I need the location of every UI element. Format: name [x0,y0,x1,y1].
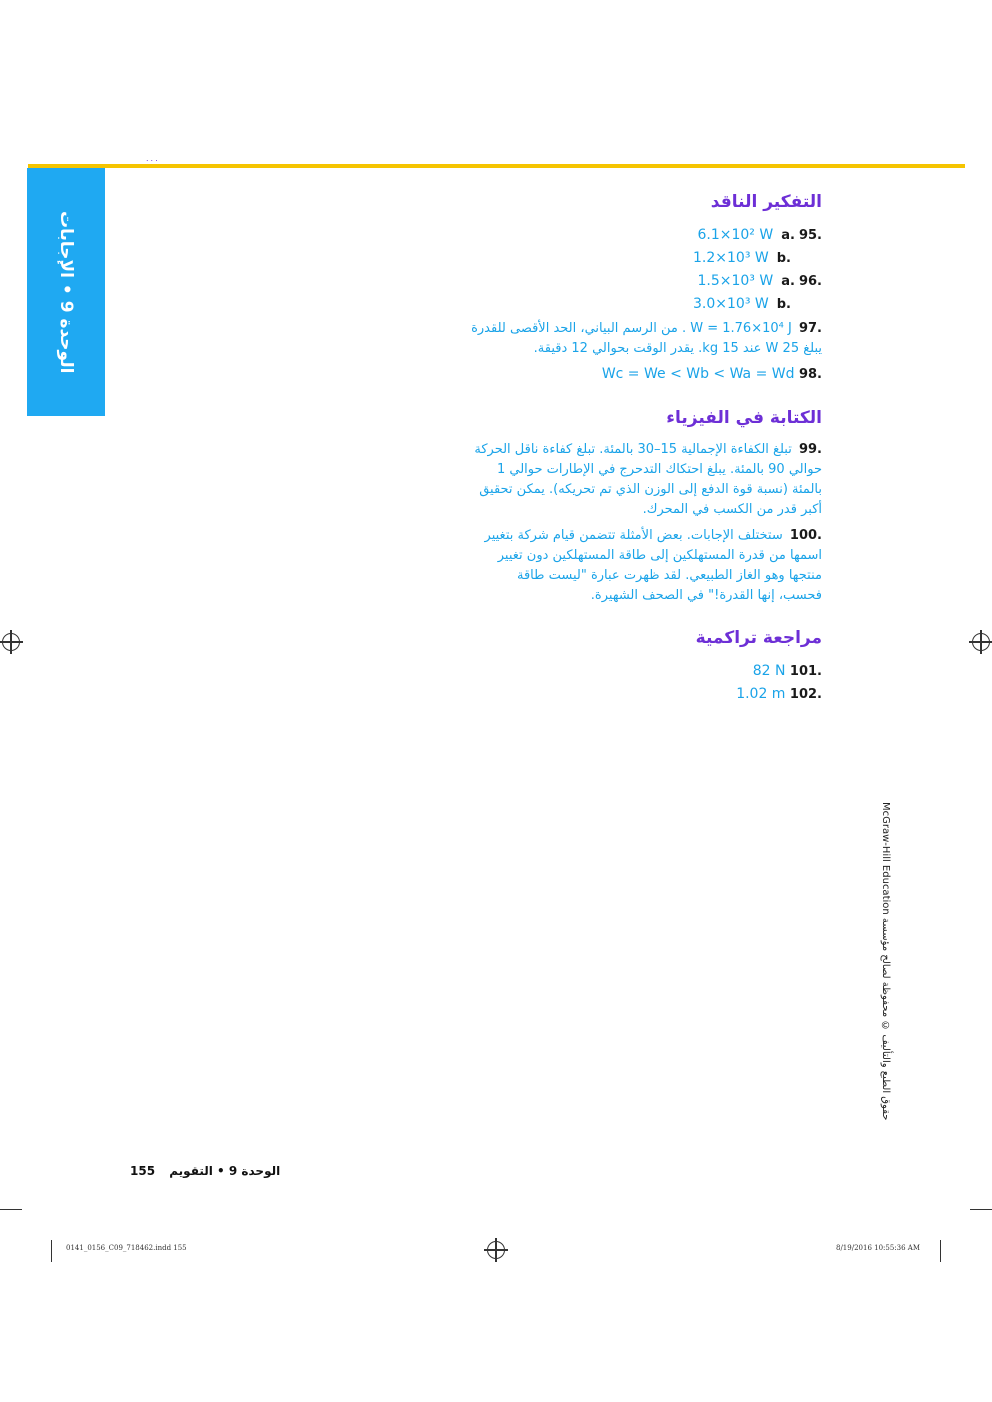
slug-file: 0141_0156_C09_718462.indd 155 [66,1244,187,1252]
item-value: Wc = We < Wb < Wa = Wd [601,366,795,382]
side-tab-label: الوحدة 9 • الإجابات [56,210,76,374]
answer-96b [470,293,822,316]
footer-label: الوحدة 9 • التقويم [169,1164,281,1178]
item-value: 1.5×10³ W [697,273,774,289]
item-value: 82 N [752,663,786,679]
answer-97 [470,319,822,359]
item-sub: .a [781,228,795,243]
item-value: 3.0×10³ W [693,296,769,312]
top-rule [28,164,965,168]
top-mark: ... [146,154,160,163]
item-text: ستختلف الإجابات. بعض الأمثلة تتضمن قيام شركة بتغيير اسمها من قدرة المستهلكين إلى طاقة المستهلكين دون تغيير منتجها وهو الغاز الطبيعي. لقد ظهرت عبارة "ليست طاقة فحسب، إنها القدرة!" في الصحف الشهيرة. [484,528,822,603]
answer-95b [470,247,822,270]
item-value: 1.2×10³ W [693,250,769,266]
item-number: .100 [789,528,822,543]
section-heading-critical-thinking: التفكير الناقد [710,192,822,212]
item-number: .98 [798,367,822,382]
answer-102 [470,683,822,706]
item-number: .99 [798,442,822,457]
item-sub: .b [776,251,791,266]
crop-mark [0,1209,22,1210]
answer-100 [470,526,822,606]
item-number: .96 [798,274,822,289]
item-number: .97 [798,321,822,336]
registration-mark-icon [487,1241,505,1259]
page-number: 155 [130,1164,156,1178]
answer-98 [470,363,822,386]
item-value: 6.1×10² W [697,227,774,243]
item-text: . من الرسم البياني، الحد الأقصى للقدرة يبلغ 25 W عند 15 kg. يقدر الوقت بحوالي 12 دقيقة. [471,321,822,356]
item-sub: .b [776,297,791,312]
crop-mark [51,1240,52,1262]
item-text: تبلغ الكفاءة الإجمالية 15–30 بالمئة. تبلغ كفاءة ناقل الحركة حوالي 90 بالمئة. يبلغ احتكاك التدحرج في الإطارات حوالي 1 بالمئة (نسبة قوة الدفع إلى الوزن الذي تم تحريكه). يمكن تحقيق أكبر قدر من الكسب في المحرك. [474,442,822,517]
slug-date: 8/19/2016 10:55:36 AM [836,1244,921,1252]
page-footer [130,1164,280,1178]
section-heading-writing-in-physics: الكتابة في الفيزياء [666,408,822,428]
item-value: 1.02 m [736,686,786,702]
registration-mark-icon [972,633,990,651]
answer-101 [470,660,822,683]
copyright-notice: حقوق الطبع والتأليف © محفوظة لصالح مؤسسة McGraw-Hill Education [880,801,891,1120]
item-number: .101 [789,664,822,679]
section-heading-cumulative-review: مراجعة تراكمية [695,628,822,648]
crop-mark [970,1209,992,1210]
item-sub: .a [781,274,795,289]
crop-mark [940,1240,941,1262]
side-tab [27,168,105,416]
item-formula: W = 1.76×10⁴ J [690,321,792,336]
answers-content [470,192,822,706]
answer-95a [470,224,822,247]
answer-96a [470,270,822,293]
item-number: .95 [798,228,822,243]
registration-mark-icon [2,633,20,651]
answer-99 [470,440,822,520]
item-number: .102 [789,687,822,702]
